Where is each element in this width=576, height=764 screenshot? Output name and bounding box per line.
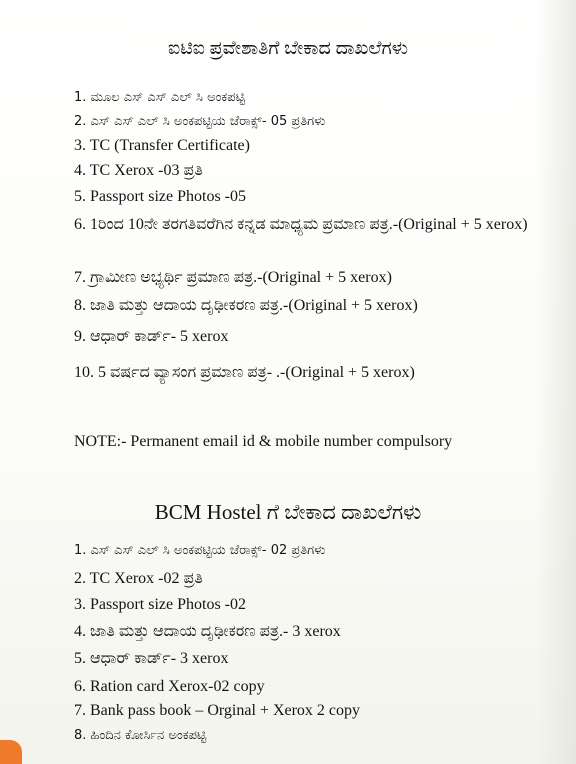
list-item: 9. ಆಧಾರ್ ಕಾರ್ಡ್- 5 xerox [74, 328, 229, 345]
orange-corner-mark [0, 740, 22, 764]
list-item: 5. Passport size Photos -05 [74, 188, 246, 205]
list-item: 5. ಆಧಾರ್ ಕಾರ್ಡ್- 3 xerox [74, 650, 229, 667]
list-item: 10. 5 ವರ್ಷದ ವ್ಯಾಸಂಗ ಪ್ರಮಾಣ ಪತ್ರ- .-(Original + 5 xerox) [74, 364, 415, 381]
list-item: 3. TC (Transfer Certificate) [74, 137, 250, 154]
list-item: 8. ಜಾತಿ ಮತ್ತು ಆದಾಯ ದೃಢೀಕರಣ ಪತ್ರ.-(Original + 5 xerox) [74, 297, 418, 314]
iti-admission-heading: ಐಟಿಐ ಪ್ರವೇಶಾತಿಗೆ ಬೇಕಾದ ದಾಖಲೆಗಳು [167, 38, 409, 59]
list-item: 8. ಹಿಂದಿನ ಕೋರ್ಸಿನ ಅಂಕಪಟ್ಟಿ [74, 728, 207, 743]
list-item: 6. Ration card Xerox-02 copy [74, 678, 265, 695]
list-item: 2. ಎಸ್ ಎಸ್ ಎಲ್ ಸಿ ಅಂಕಪಟ್ಟಿಯ ಜೆರಾಕ್ಸ್- 05 ಪ್ರತಿಗಳು [74, 114, 326, 129]
list-item: 3. Passport size Photos -02 [74, 596, 246, 613]
list-item: 7. Bank pass book – Orginal + Xerox 2 copy [74, 702, 361, 719]
list-item: 1. ಮೂಲ ಎಸ್ ಎಸ್ ಎಲ್ ಸಿ ಅಂಕಪಟ್ಟಿ [74, 90, 246, 105]
list-item: 4. ಜಾತಿ ಮತ್ತು ಆದಾಯ ದೃಢೀಕರಣ ಪತ್ರ.- 3 xerox [74, 623, 341, 640]
list-item: 7. ಗ್ರಾಮೀಣ ಅಭ್ಯರ್ಥಿ ಪ್ರಮಾಣ ಪತ್ರ.-(Original + 5 xerox) [74, 269, 392, 286]
list-item: 2. TC Xerox -02 ಪ್ರತಿ [74, 570, 203, 587]
list-item: 1. ಎಸ್ ಎಸ್ ಎಲ್ ಸಿ ಅಂಕಪಟ್ಟಿಯ ಜೆರಾಕ್ಸ್- 02 ಪ್ರತಿಗಳು [74, 543, 326, 558]
list-item: 6. 1ರಿಂದ 10ನೇ ತರಗತಿವರೆಗಿನ ಕನ್ನಡ ಮಾಧ್ಯಮ ಪ್ರಮಾಣ ಪತ್ರ.-(Original + 5 xerox) [74, 216, 528, 233]
list-item: 4. TC Xerox -03 ಪ್ರತಿ [74, 162, 203, 179]
page-edge-shadow [536, 0, 576, 764]
bcm-hostel-heading: BCM Hostel ಗೆ ಬೇಕಾದ ದಾಖಲೆಗಳು [154, 500, 422, 524]
note-text: NOTE:- Permanent email id & mobile number compulsory [74, 433, 453, 450]
